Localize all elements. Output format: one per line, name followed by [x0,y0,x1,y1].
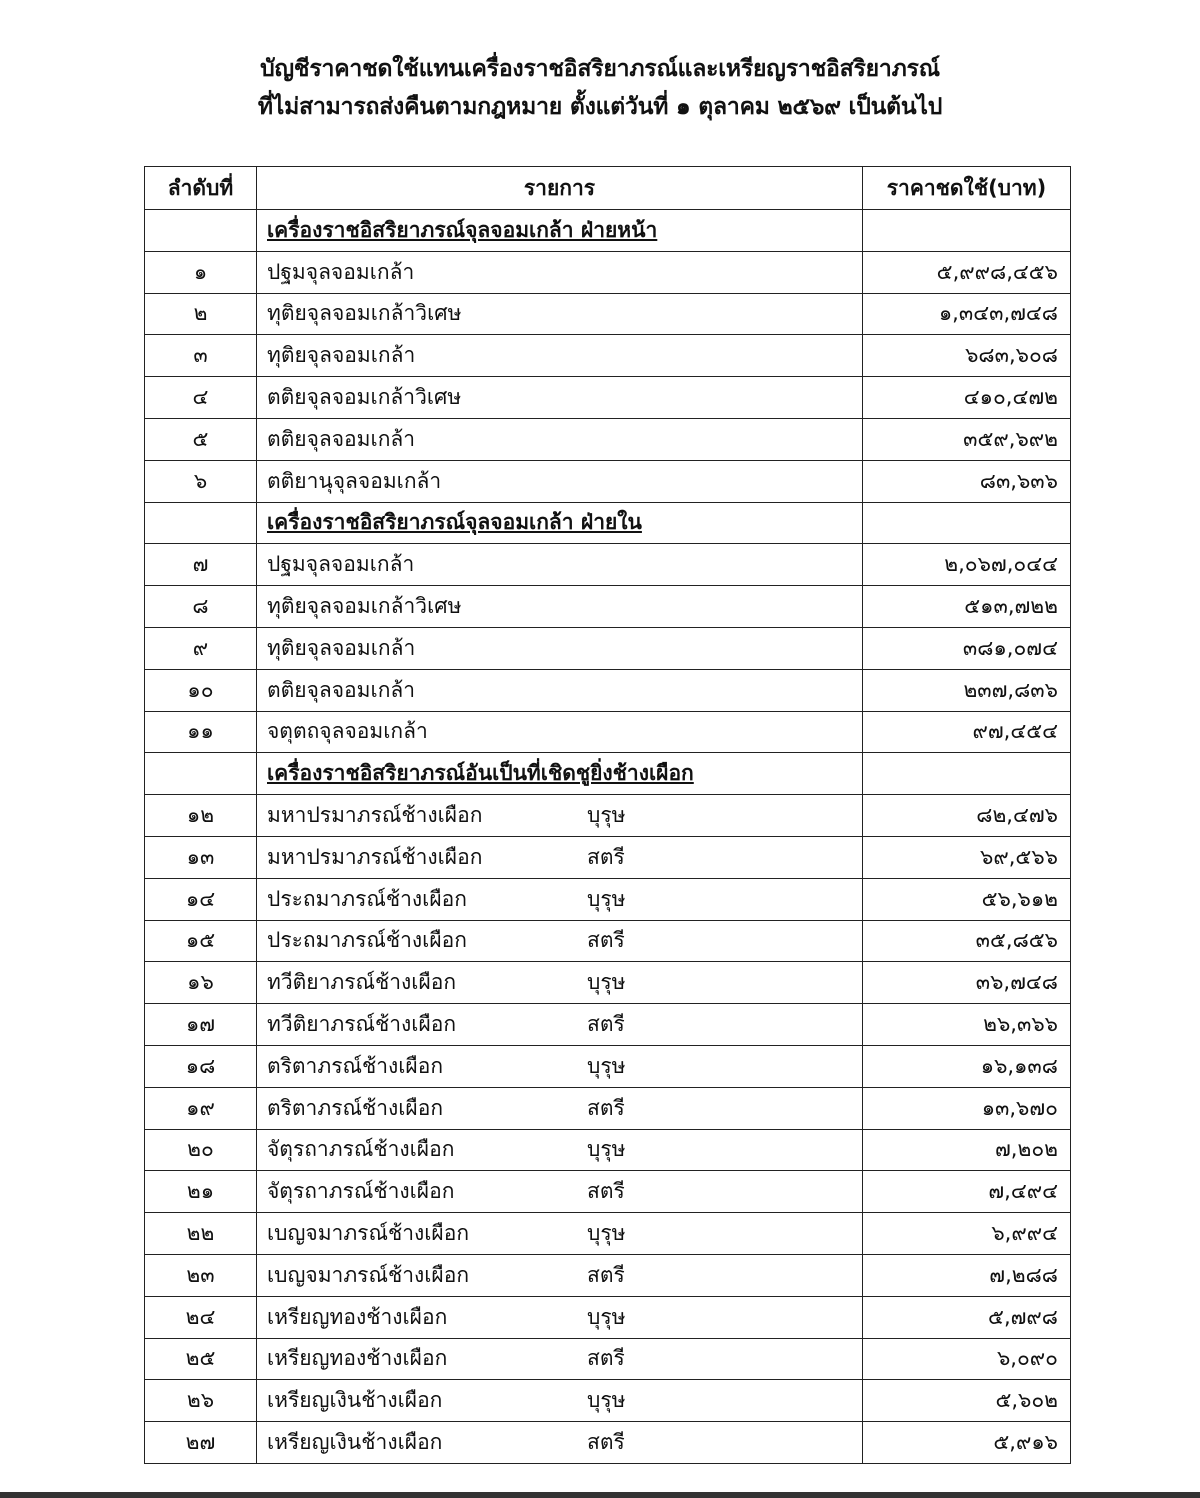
item-name: ตติยจุลจอมเกล้า [267,677,416,702]
row-number: ๒๓ [145,1254,257,1296]
table-row [145,711,1071,753]
item-name: จัตุรถาภรณ์ช้างเผือก [267,1179,455,1204]
table-row [145,920,1071,962]
item-name: ประถมาภรณ์ช้างเผือก [267,886,467,911]
row-price: ๘๓,๖๓๖ [863,460,1071,502]
table-row [145,460,1071,502]
header-item: รายการ [257,167,863,210]
row-price: ๕,๗๙๘ [863,1296,1071,1338]
row-item-cell [257,1004,863,1046]
price-table [144,166,1071,1464]
item-name: ทวีติยาภรณ์ช้างเผือก [267,1012,457,1037]
item-gender: บุรุษ [587,1388,626,1413]
row-item-cell [257,1254,863,1296]
item-gender: บุรุษ [587,1053,626,1078]
row-item-cell [257,669,863,711]
table-row [145,1422,1071,1464]
item-name: ตริตาภรณ์ช้างเผือก [267,1053,444,1078]
section-row [145,753,1071,795]
section-title: เครื่องราชอิสริยาภรณ์อันเป็นที่เชิดชูยิ่งช้างเผือก [267,761,694,786]
section-row [145,502,1071,544]
row-price: ๒๓๗,๘๓๖ [863,669,1071,711]
table-header-row [145,167,1071,210]
row-item-cell [257,1422,863,1464]
table-row [145,962,1071,1004]
row-price: ๕,๖๐๒ [863,1380,1071,1422]
row-number: ๔ [145,377,257,419]
item-name: เหรียญเงินช้างเผือก [267,1388,443,1413]
row-number: ๒ [145,293,257,335]
row-price: ๖,๙๙๔ [863,1213,1071,1255]
item-gender: สตรี [587,844,625,869]
item-name: จัตุรถาภรณ์ช้างเผือก [267,1137,455,1162]
item-gender: สตรี [587,1095,625,1120]
row-item-cell [257,460,863,502]
item-name: ตริตาภรณ์ช้างเผือก [267,1095,444,1120]
table-row [145,878,1071,920]
section-row [145,210,1071,252]
row-item-cell [257,1338,863,1380]
row-item-cell [257,627,863,669]
row-price: ๕,๙๙๘,๔๕๖ [863,251,1071,293]
row-price: ๑,๓๔๓,๗๔๘ [863,293,1071,335]
row-price: ๙๗,๔๕๔ [863,711,1071,753]
row-item-cell [257,293,863,335]
row-item-cell [257,1171,863,1213]
row-item-cell [257,920,863,962]
item-name: ทวีติยาภรณ์ช้างเผือก [267,970,457,995]
row-item-cell [257,1380,863,1422]
table-row [145,669,1071,711]
row-item-cell [257,418,863,460]
row-number: ๒๔ [145,1296,257,1338]
item-name: เหรียญทองช้างเผือก [267,1346,448,1371]
row-number: ๑๕ [145,920,257,962]
row-number: ๑๓ [145,836,257,878]
row-price: ๒,๐๖๗,๐๔๔ [863,544,1071,586]
item-name: ทุติยจุลจอมเกล้า [267,635,416,660]
table-row [145,1129,1071,1171]
table-row [145,1004,1071,1046]
section-no-cell [145,753,257,795]
row-item-cell [257,962,863,1004]
row-number: ๙ [145,627,257,669]
row-number: ๖ [145,460,257,502]
row-number: ๓ [145,335,257,377]
row-price: ๓๖,๗๔๘ [863,962,1071,1004]
item-name: เบญจมาภรณ์ช้างเผือก [267,1221,470,1246]
row-item-cell [257,1087,863,1129]
row-price: ๖๙,๕๖๖ [863,836,1071,878]
section-no-cell [145,502,257,544]
row-number: ๑๒ [145,795,257,837]
row-number: ๗ [145,544,257,586]
row-item-cell [257,1129,863,1171]
table-row [145,335,1071,377]
row-price: ๓๘๑,๐๗๔ [863,627,1071,669]
row-item-cell [257,1213,863,1255]
row-price: ๑๓,๖๗๐ [863,1087,1071,1129]
row-number: ๑๐ [145,669,257,711]
row-item-cell [257,251,863,293]
table-row [145,1338,1071,1380]
row-number: ๑๖ [145,962,257,1004]
bottom-edge-bar [0,1492,1200,1498]
section-title-cell [257,210,863,252]
item-gender: บุรุษ [587,803,626,828]
item-gender: สตรี [587,1430,625,1454]
row-number: ๒๕ [145,1338,257,1380]
row-number: ๒๐ [145,1129,257,1171]
section-title: เครื่องราชอิสริยาภรณ์จุลจอมเกล้า ฝ่ายหน้า [267,217,658,242]
row-item-cell [257,544,863,586]
section-no-cell [145,210,257,252]
item-gender: สตรี [587,1346,625,1371]
row-number: ๒๗ [145,1422,257,1464]
row-item-cell [257,711,863,753]
row-price: ๔๑๐,๔๗๒ [863,377,1071,419]
item-name: ปฐมจุลจอมเกล้า [267,259,415,284]
item-gender: บุรุษ [587,970,626,995]
row-number: ๑๘ [145,1045,257,1087]
section-title-cell [257,753,863,795]
table-row [145,544,1071,586]
row-number: ๑๑ [145,711,257,753]
table-row [145,586,1071,628]
table-row [145,1254,1071,1296]
row-item-cell [257,377,863,419]
item-name: ทุติยจุลจอมเกล้า [267,343,416,368]
item-name: ตติยานุจุลจอมเกล้า [267,468,442,493]
table-row [145,795,1071,837]
item-gender: บุรุษ [587,1137,626,1162]
section-price-cell [863,210,1071,252]
table-row [145,418,1071,460]
row-price: ๖,๐๙๐ [863,1338,1071,1380]
item-name: ตติยจุลจอมเกล้าวิเศษ [267,385,462,410]
item-name: ทุติยจุลจอมเกล้าวิเศษ [267,594,462,619]
row-price: ๓๕,๘๕๖ [863,920,1071,962]
table-row [145,1380,1071,1422]
section-price-cell [863,753,1071,795]
row-item-cell [257,1045,863,1087]
item-name: จตุตถจุลจอมเกล้า [267,719,428,744]
row-number: ๒๒ [145,1213,257,1255]
item-gender: บุรุษ [587,1304,626,1329]
document-title-line1: บัญชีราคาชดใช้แทนเครื่องราชอิสริยาภรณ์และเหรียญราชอิสริยาภรณ์ [260,56,940,82]
table-row [145,1213,1071,1255]
row-price: ๑๖,๑๓๘ [863,1045,1071,1087]
row-price: ๒๖,๓๖๖ [863,1004,1071,1046]
row-price: ๖๘๓,๖๐๘ [863,335,1071,377]
table-row [145,1171,1071,1213]
row-item-cell [257,335,863,377]
row-item-cell [257,1296,863,1338]
row-price: ๗,๒๐๒ [863,1129,1071,1171]
item-name: มหาปรมาภรณ์ช้างเผือก [267,844,483,869]
row-number: ๑ [145,251,257,293]
item-name: ประถมาภรณ์ช้างเผือก [267,928,467,953]
item-gender: สตรี [587,1012,625,1037]
item-name: มหาปรมาภรณ์ช้างเผือก [267,803,483,828]
row-item-cell [257,586,863,628]
row-number: ๑๗ [145,1004,257,1046]
item-gender: บุรุษ [587,1221,626,1246]
table-row [145,1087,1071,1129]
table-row [145,1296,1071,1338]
table-body [145,210,1071,1464]
row-price: ๕๑๓,๗๒๒ [863,586,1071,628]
item-gender: สตรี [587,1179,625,1204]
row-price: ๕,๙๑๖ [863,1422,1071,1464]
section-title: เครื่องราชอิสริยาภรณ์จุลจอมเกล้า ฝ่ายใน [267,510,642,535]
row-number: ๘ [145,586,257,628]
row-number: ๒๑ [145,1171,257,1213]
row-number: ๑๙ [145,1087,257,1129]
item-name: เบญจมาภรณ์ช้างเผือก [267,1262,470,1287]
row-price: ๓๕๙,๖๙๒ [863,418,1071,460]
row-price: ๗,๔๙๔ [863,1171,1071,1213]
item-name: ทุติยจุลจอมเกล้าวิเศษ [267,301,462,326]
table-row [145,1045,1071,1087]
table-row [145,627,1071,669]
row-number: ๑๔ [145,878,257,920]
header-price: ราคาชดใช้(บาท) [863,167,1071,210]
row-price: ๕๖,๖๑๒ [863,878,1071,920]
table-row [145,251,1071,293]
item-name: เหรียญเงินช้างเผือก [267,1430,443,1454]
item-name: ปฐมจุลจอมเกล้า [267,552,415,577]
document-title-line2: ที่ไม่สามารถส่งคืนตามกฎหมาย ตั้งแต่วันที่ ๑ ตุลาคม ๒๕๖๙ เป็นต้นไป [257,94,943,120]
item-name: เหรียญทองช้างเผือก [267,1304,448,1329]
row-number: ๕ [145,418,257,460]
row-item-cell [257,836,863,878]
row-number: ๒๖ [145,1380,257,1422]
section-price-cell [863,502,1071,544]
table-row [145,836,1071,878]
item-gender: สตรี [587,928,625,953]
item-gender: สตรี [587,1262,625,1287]
row-item-cell [257,878,863,920]
item-name: ตติยจุลจอมเกล้า [267,426,416,451]
row-item-cell [257,795,863,837]
item-gender: บุรุษ [587,886,626,911]
table-row [145,377,1071,419]
row-price: ๘๒,๔๗๖ [863,795,1071,837]
header-no: ลำดับที่ [145,167,257,210]
section-title-cell [257,502,863,544]
row-price: ๗,๒๘๘ [863,1254,1071,1296]
table-row [145,293,1071,335]
